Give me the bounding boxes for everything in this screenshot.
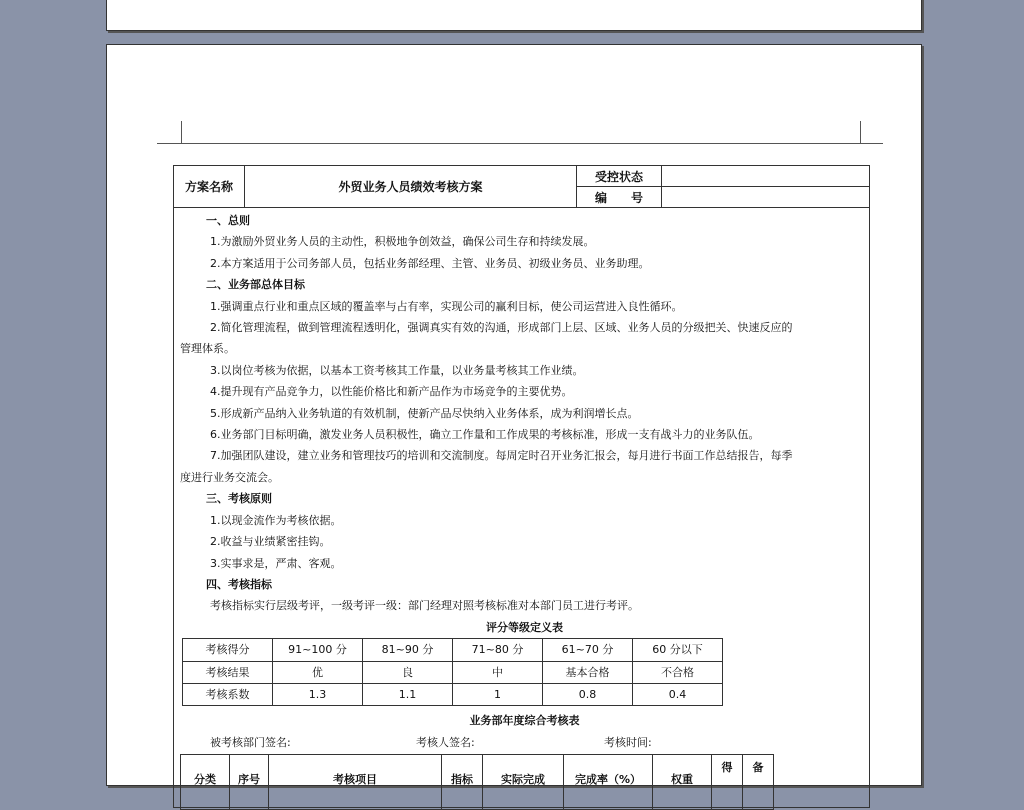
plan-name-value: 外贸业务人员绩效考核方案 bbox=[245, 166, 577, 208]
section-item: 1.为激励外贸业务人员的主动性，积极地争创效益，确保公司生存和持续发展。 bbox=[210, 235, 595, 249]
table-cell: 不合格 bbox=[633, 661, 723, 683]
column-header: 得 bbox=[712, 754, 743, 809]
section-item: 3.实事求是，严肃、客观。 bbox=[210, 556, 342, 570]
section-item-wrap: 管理体系。 bbox=[180, 342, 235, 356]
table-cell: 91~100 分 bbox=[273, 639, 363, 661]
plan-name-label: 方案名称 bbox=[174, 166, 245, 208]
assessor-signature-label: 考核人签名: bbox=[416, 735, 475, 749]
section-item: 考核指标实行层级考评，一级考评一级：部门经理对照考核标准对本部门员工进行考评。 bbox=[210, 599, 639, 613]
annual-assessment-table bbox=[180, 754, 774, 810]
column-header: 序号 bbox=[230, 754, 269, 809]
section-heading: 四、考核指标 bbox=[206, 577, 272, 591]
section-item: 2.简化管理流程，做到管理流程透明化，强调真实有效的沟通，形成部门上层、区域、业务人员的分级把关、快速反应的 bbox=[210, 321, 793, 335]
document-page bbox=[106, 44, 922, 786]
table-cell: 71~80 分 bbox=[453, 639, 543, 661]
dept-signature-label: 被考核部门签名: bbox=[210, 735, 291, 749]
column-header: 权重 bbox=[653, 754, 712, 809]
section-item: 4.提升现有产品竞争力，以性能价格比和新产品作为市场竞争的主要优势。 bbox=[210, 385, 573, 399]
section-item: 2.收益与业绩紧密挂钩。 bbox=[210, 535, 331, 549]
column-header: 备 bbox=[743, 754, 774, 809]
table-cell: 0.4 bbox=[633, 683, 723, 705]
section-heading: 二、业务部总体目标 bbox=[206, 278, 305, 292]
table-row bbox=[183, 639, 723, 661]
table-cell: 1 bbox=[453, 683, 543, 705]
table-header-row bbox=[181, 754, 774, 809]
section-item: 3.以岗位考核为依据，以基本工资考核其工作量，以业务量考核其工作业绩。 bbox=[210, 363, 584, 377]
column-header: 完成率（%） bbox=[564, 754, 653, 809]
section-item: 6.业务部门目标明确，激发业务人员积极性，确立工作量和工作成果的考核标准，形成一支有战斗力的业务队伍。 bbox=[210, 428, 760, 442]
section-item: 5.形成新产品纳入业务轨道的有效机制，使新产品尽快纳入业务体系，成为利润增长点。 bbox=[210, 406, 639, 420]
table-cell: 60 分以下 bbox=[633, 639, 723, 661]
table-cell: 中 bbox=[453, 661, 543, 683]
assessment-time-label: 考核时间: bbox=[604, 735, 652, 749]
table-cell: 考核系数 bbox=[183, 683, 273, 705]
section-item: 1.以现金流作为考核依据。 bbox=[210, 513, 342, 527]
section-item: 2.本方案适用于公司务部人员，包括业务部经理、主管、业务员、初级业务员、业务助理。 bbox=[210, 256, 650, 270]
table-cell: 0.8 bbox=[543, 683, 633, 705]
column-header: 考核项目 bbox=[269, 754, 442, 809]
section-item: 1.强调重点行业和重点区域的覆盖率与占有率，实现公司的赢利目标，使公司运营进入良性循环。 bbox=[210, 299, 683, 313]
table-cell: 1.3 bbox=[273, 683, 363, 705]
table-cell: 1.1 bbox=[363, 683, 453, 705]
table-cell: 考核结果 bbox=[183, 661, 273, 683]
page-header-rule bbox=[181, 121, 861, 144]
table-cell: 良 bbox=[363, 661, 453, 683]
section-item: 7.加强团队建设，建立业务和管理技巧的培训和交流制度。每周定时召开业务汇报会，每月进行书面工作总结报告，每季 bbox=[210, 449, 793, 463]
table-cell: 考核得分 bbox=[183, 639, 273, 661]
number-value bbox=[662, 187, 870, 208]
table-cell: 81~90 分 bbox=[363, 639, 453, 661]
table-cell: 61~70 分 bbox=[543, 639, 633, 661]
section-heading: 三、考核原则 bbox=[206, 492, 272, 506]
document-content bbox=[173, 165, 870, 808]
header-tick-right bbox=[859, 143, 883, 144]
column-header: 实际完成 bbox=[483, 754, 564, 809]
grade-definition-table bbox=[182, 638, 723, 706]
table-cell: 优 bbox=[273, 661, 363, 683]
signature-row bbox=[180, 732, 869, 754]
controlled-status-label: 受控状态 bbox=[577, 166, 662, 187]
section-item-wrap: 度进行业务交流会。 bbox=[180, 470, 279, 484]
number-label: 编 号 bbox=[577, 187, 662, 208]
annual-table-caption: 业务部年度综合考核表 bbox=[469, 714, 580, 728]
plan-body bbox=[173, 208, 870, 808]
controlled-status-value bbox=[662, 166, 870, 187]
table-row bbox=[183, 683, 723, 705]
table-row bbox=[183, 661, 723, 683]
column-header: 指标 bbox=[442, 754, 483, 809]
previous-page bbox=[106, 0, 922, 31]
plan-header-table bbox=[173, 165, 870, 208]
column-header: 分类 bbox=[181, 754, 230, 809]
grade-table-caption: 评分等级定义表 bbox=[486, 620, 563, 634]
section-heading: 一、总则 bbox=[206, 214, 250, 227]
table-cell: 基本合格 bbox=[543, 661, 633, 683]
header-tick-left bbox=[157, 143, 181, 144]
